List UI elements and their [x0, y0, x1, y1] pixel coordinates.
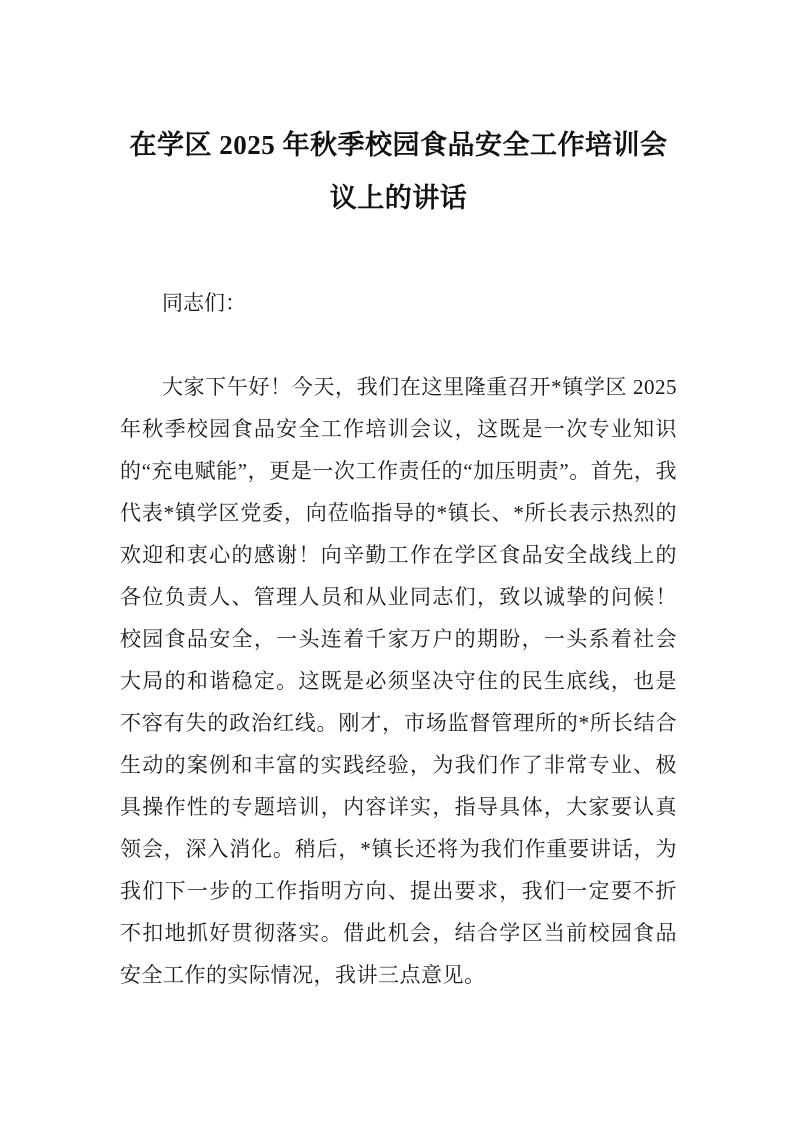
document-title: 在学区 2025 年秋季校园食品安全工作培训会议上的讲话	[129, 130, 668, 213]
document-content	[120, 0, 677, 996]
salutation-line: 同志们：	[162, 291, 246, 315]
body-paragraph: 大家下午好！今天，我们在这里隆重召开*镇学区 2025 年秋季校园食品安全工作培训会议，这既是一次专业知识的“充电赋能”，更是一次工作责任的“加压明责”。首先，我代表*镇学区党委，向莅临指导的*镇长、*所长表示热烈的欢迎和衷心的感谢！向辛勤工作在学区食品安全战线上的各位负责人、管理人员和从业同志们，致以诚挚的问候！校园食品安全，一头连着千家万户的期盼，一头系着社会大局的和谐稳定。这既是必须坚决守住的民生底线，也是不容有失的政治红线。刚才，市场监督管理所的*所长结合生动的案例和丰富的实践经验，为我们作了非常专业、极具操作性的专题培训，内容详实，指导具体，大家要认真领会，深入消化。稍后，*镇长还将为我们作重要讲话，为我们下一步的工作指明方向、提出要求，我们一定要不折不扣地抓好贯彻落实。借此机会，结合学区当前校园食品安全工作的实际情况，我讲三点意见。	[120, 375, 677, 987]
